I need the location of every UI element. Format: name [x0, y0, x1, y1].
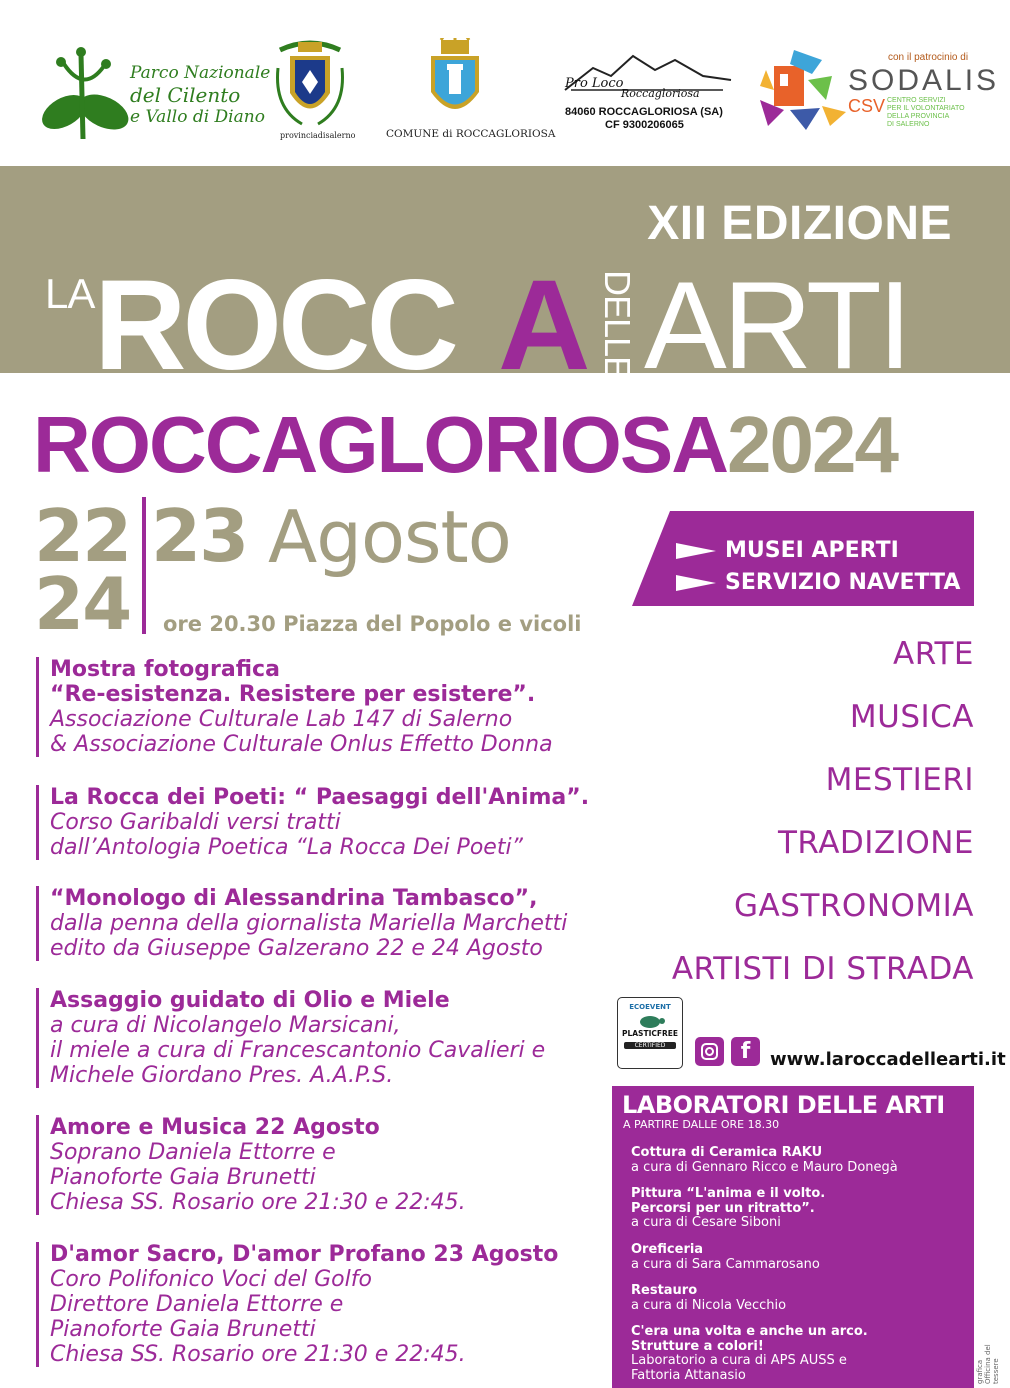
proloco-logo	[563, 50, 733, 135]
category-musica: MUSICA	[849, 699, 974, 735]
event-line: edito da Giuseppe Galzerano 22 e 24 Agosto	[50, 936, 543, 961]
comune-caption: COMUNE di ROCCAGLORIOSA	[386, 128, 556, 140]
date-divider	[142, 497, 146, 634]
event-title: D'amor Sacro, D'amor Profano 23 Agosto	[50, 1242, 559, 1267]
event-line: Corso Garibaldi versi tratti	[50, 810, 341, 835]
proloco-town: Roccagloriosa	[621, 87, 700, 100]
event-title: La Rocca dei Poeti: “ Paesaggi dell'Anima”.	[50, 785, 590, 810]
lab-item-restauro	[631, 1284, 786, 1313]
eco-top: ECOEVENT	[629, 1003, 671, 1011]
event-year: 2024	[727, 400, 897, 489]
provincia-caption: provinciadisalerno	[280, 131, 356, 140]
sodalis-name: SODALIS	[848, 64, 1000, 97]
parco-line: Parco Nazionale	[130, 63, 271, 83]
event-line: dall’Antologia Poetica “La Rocca Dei Poeti”	[50, 835, 523, 860]
category-artisti-di-strada: ARTISTI DI STRADA	[671, 951, 974, 987]
graphic-credit: grafica Officina del tessere	[976, 1344, 1000, 1384]
time-place: ore 20.30 Piazza del Popolo e vicoli	[163, 612, 582, 636]
event-title: Mostra fotografica	[50, 657, 280, 682]
event-line: a cura di Nicolangelo Marsicani,	[50, 1013, 401, 1038]
event-line: Michele Giordano Pres. A.A.P.S.	[50, 1063, 394, 1088]
event-title: “Monologo di Alessandrina Tambasco”,	[50, 886, 538, 911]
event-line: Pianoforte Gaia Brunetti	[50, 1165, 316, 1190]
edizione-label: XII EDIZIONE	[647, 197, 952, 250]
lab-item-title: Oreficeria	[631, 1242, 704, 1257]
event-title: “Re-esistenza. Resistere per esistere”.	[50, 682, 536, 707]
event-line: Soprano Daniela Ettorre e	[50, 1140, 336, 1165]
parco-line: del Cilento	[130, 83, 241, 107]
eco-bottom: CERTIFIED	[624, 1042, 676, 1049]
parco-nazionale-logo	[34, 44, 132, 144]
category-gastronomia: GASTRONOMIA	[734, 888, 974, 924]
event-line: Coro Polifonico Voci del Golfo	[50, 1267, 372, 1292]
proloco-name: Pro Loco	[565, 76, 624, 91]
sodalis-patrocinio: con il patrocinio di	[888, 52, 969, 63]
event-line: Associazione Culturale Lab 147 di Salerno	[50, 707, 513, 732]
sodalis-csv: CSV	[848, 96, 886, 116]
title-delle-text: DELLE	[597, 270, 638, 380]
provincia-coat-of-arms	[272, 38, 348, 130]
lab-item-pittura	[631, 1187, 825, 1231]
title-delle	[598, 268, 638, 378]
sodalis-logo-mark	[760, 50, 848, 132]
proloco-address: 84060 ROCCAGLORIOSA (SA)	[565, 106, 723, 118]
category-arte: ARTE	[892, 636, 974, 672]
lab-item-line: Laboratorio a cura di APS AUSS e	[631, 1353, 847, 1368]
event-amor-sacro	[36, 1242, 636, 1367]
lab-item-raku	[631, 1146, 898, 1175]
date-month: Agosto	[268, 495, 511, 579]
event-monologo	[36, 886, 636, 961]
laboratori-box	[612, 1086, 974, 1388]
website-link[interactable]: www.laroccadellearti.it	[770, 1049, 1006, 1070]
eco-mid: PLASTICFREE	[621, 1029, 679, 1038]
event-title: Assaggio guidato di Olio e Miele	[50, 988, 450, 1013]
parco-line: e Vallo di Diano	[130, 107, 265, 127]
sodalis-desc-line: DI SALERNO	[887, 121, 930, 128]
category-mestieri: MESTIERI	[825, 762, 974, 798]
laboratori-title: LABORATORI DELLE ARTI	[622, 1091, 945, 1119]
town-year-title	[33, 400, 897, 490]
lab-item-title: Strutture a colori!	[631, 1338, 764, 1354]
lab-item-line: a cura di Nicola Vecchio	[631, 1297, 787, 1313]
event-line: il miele a cura di Francescantonio Cavalieri e	[50, 1038, 546, 1063]
date-day-23: 23	[151, 494, 248, 578]
facebook-icon[interactable]: f	[731, 1037, 760, 1066]
event-line: Chiesa SS. Rosario ore 21:30 e 22:45.	[50, 1342, 466, 1367]
event-line: Chiesa SS. Rosario ore 21:30 e 22:45.	[50, 1190, 466, 1215]
title-la: LA	[45, 270, 95, 317]
parco-nazionale-text	[130, 62, 270, 128]
category-tradizione: TRADIZIONE	[778, 825, 974, 861]
event-mostra	[36, 657, 636, 757]
musei-aperti: MUSEI APERTI	[725, 538, 899, 563]
sodalis-desc-line: CENTRO SERVIZI	[887, 97, 946, 104]
lab-item-title: Pittura “L'anima e il volto.	[631, 1186, 826, 1201]
sodalis-desc-line: DELLA PROVINCIA	[887, 113, 950, 120]
title-arti: ARTI	[644, 257, 909, 395]
servizio-navetta: SERVIZIO NAVETTA	[725, 570, 961, 595]
town-name: ROCCAGLORIOSA	[33, 400, 727, 489]
lab-item-title: Cottura di Ceramica RAKU	[631, 1145, 823, 1160]
lab-item-line: Fattoria Attanasio	[631, 1367, 746, 1383]
date-day-22: 22	[34, 494, 131, 578]
event-line: dalla penna della giornalista Mariella Marchetti	[50, 911, 568, 936]
sodalis-desc-line: PER IL VOLONTARIATO	[887, 105, 965, 112]
lab-item-title: Percorsi per un ritratto”.	[631, 1200, 815, 1216]
lab-item-arco	[631, 1325, 868, 1383]
event-amore-musica	[36, 1115, 636, 1215]
event-olio-miele	[36, 988, 636, 1088]
laboratori-subtitle: A PARTIRE DALLE ORE 18.30	[623, 1118, 780, 1131]
event-line: Direttore Daniela Ettorre e	[50, 1292, 344, 1317]
lab-item-oreficeria	[631, 1243, 820, 1272]
comune-coat-of-arms	[425, 38, 485, 122]
sodalis-description	[887, 97, 965, 129]
lab-item-line: a cura di Gennaro Ricco e Mauro Donegà	[631, 1159, 898, 1175]
lab-item-title: C'era una volta e anche un arco.	[631, 1324, 868, 1339]
event-line: & Associazione Culturale Onlus Effetto Donna	[50, 732, 553, 757]
instagram-icon[interactable]	[695, 1037, 724, 1066]
plasticfree-badge	[617, 997, 683, 1069]
lab-item-line: a cura di Cesare Siboni	[631, 1215, 781, 1230]
event-line: Pianoforte Gaia Brunetti	[50, 1317, 316, 1342]
event-rocca-poeti	[36, 785, 636, 860]
turtle-icon	[635, 1013, 665, 1029]
lab-item-title: Restauro	[631, 1283, 698, 1298]
title-rocca-white: ROCC	[94, 254, 455, 397]
date-day-24: 24	[34, 562, 131, 646]
event-title: Amore e Musica 22 Agosto	[50, 1115, 380, 1140]
logo-row	[0, 0, 1010, 165]
lab-item-line: a cura di Sara Cammarosano	[631, 1256, 820, 1272]
title-rocca-a: A	[498, 254, 587, 397]
proloco-cf: CF 9300206065	[605, 119, 684, 131]
